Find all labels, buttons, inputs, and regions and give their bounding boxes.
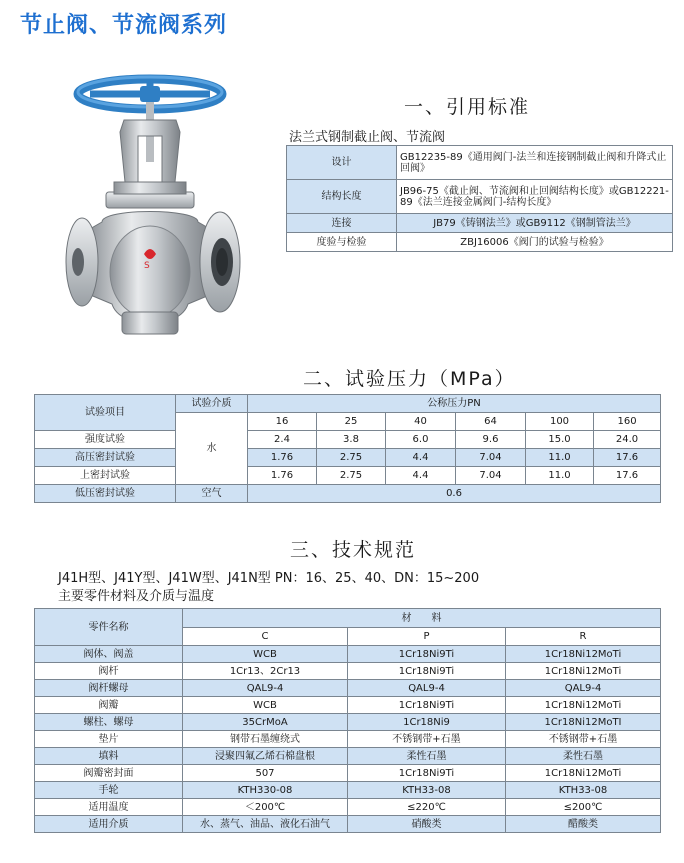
table-row — [35, 431, 661, 449]
part-name: 螺柱、螺母 — [35, 714, 183, 731]
standards-label: 度验与检验 — [287, 233, 397, 252]
material-r: 1Cr18Ni12MoTi — [506, 663, 661, 680]
pressure-value: 24.0 — [594, 431, 661, 449]
section1-subtitle: 法兰式钢制截止阀、节流阀 — [289, 130, 446, 145]
material-c: 1Cr13、2Cr13 — [183, 663, 348, 680]
pressure-value: 9.6 — [456, 431, 526, 449]
material-c: WCB — [183, 697, 348, 714]
material-r: 1Cr18Ni12MoTi — [506, 697, 661, 714]
page-title: 节止阀、节流阀系列 — [20, 13, 228, 38]
material-p: 不锈钢带+石墨 — [348, 731, 506, 748]
table-row — [35, 663, 661, 680]
col-material-header: 材 料 — [183, 609, 661, 628]
pressure-value: 11.0 — [526, 467, 594, 485]
material-r: 1Cr18Ni12MoTi — [506, 646, 661, 663]
test-name: 强度试验 — [35, 431, 176, 449]
pn-header: 40 — [386, 413, 456, 431]
materials-table — [34, 608, 661, 833]
pressure-value: 11.0 — [526, 449, 594, 467]
pressure-value: 2.4 — [248, 431, 317, 449]
col-item-header: 试验项目 — [35, 395, 176, 431]
material-r: 1Cr18Ni12MoTi — [506, 765, 661, 782]
table-row — [35, 782, 661, 799]
pressure-value: 17.6 — [594, 449, 661, 467]
material-p: KTH33-08 — [348, 782, 506, 799]
material-r: KTH33-08 — [506, 782, 661, 799]
standards-label: 连接 — [287, 214, 397, 233]
part-name: 手轮 — [35, 782, 183, 799]
part-name: 阀瓣 — [35, 697, 183, 714]
section2-title: 二、试验压力（MPa） — [303, 368, 516, 390]
section1-title: 一、引用标准 — [404, 96, 531, 118]
material-p: 1Cr18Ni9Ti — [348, 663, 506, 680]
table-row — [287, 146, 673, 180]
standards-table — [286, 145, 673, 252]
standards-value: JB79《铸钢法兰》或GB9112《钢制管法兰》 — [397, 214, 673, 233]
table-row — [35, 449, 661, 467]
material-p: QAL9-4 — [348, 680, 506, 697]
part-name: 阀杆螺母 — [35, 680, 183, 697]
table-row — [35, 646, 661, 663]
material-col-header: C — [183, 628, 348, 646]
part-name: 适用介质 — [35, 816, 183, 833]
standards-label: 结构长度 — [287, 180, 397, 214]
part-name: 适用温度 — [35, 799, 183, 816]
pn-header: 64 — [456, 413, 526, 431]
material-c: KTH330-08 — [183, 782, 348, 799]
standards-value: ZBJ16006《阀门的试验与检验》 — [397, 233, 673, 252]
table-row — [35, 680, 661, 697]
material-p: 硝酸类 — [348, 816, 506, 833]
standards-value: GB12235-89《通用阀门-法兰和连接钢制截止阀和升降式止回阀》 — [397, 146, 673, 180]
pn-header: 100 — [526, 413, 594, 431]
material-r: ≤200℃ — [506, 799, 661, 816]
pressure-value: 2.75 — [317, 467, 386, 485]
test-name: 上密封试验 — [35, 467, 176, 485]
pressure-table — [34, 394, 661, 503]
pressure-value: 7.04 — [456, 467, 526, 485]
table-row — [35, 799, 661, 816]
section3-line1: J41H型、J41Y型、J41W型、J41N型 PN：16、25、40、DN：15~200 — [58, 571, 480, 586]
pressure-value: 4.4 — [386, 467, 456, 485]
material-r: 1Cr18Ni12MoTI — [506, 714, 661, 731]
table-row — [35, 395, 661, 413]
material-col-header: P — [348, 628, 506, 646]
table-row — [35, 816, 661, 833]
col-pn-header: 公称压力PN — [248, 395, 661, 413]
table-row — [35, 748, 661, 765]
pressure-value: 0.6 — [248, 485, 661, 503]
pressure-value: 17.6 — [594, 467, 661, 485]
part-name: 填料 — [35, 748, 183, 765]
part-name: 阀杆 — [35, 663, 183, 680]
material-r: QAL9-4 — [506, 680, 661, 697]
pressure-value: 6.0 — [386, 431, 456, 449]
pressure-value: 1.76 — [248, 467, 317, 485]
table-row — [35, 714, 661, 731]
material-p: ≤220℃ — [348, 799, 506, 816]
svg-text:S: S — [144, 261, 150, 271]
table-row — [35, 609, 661, 628]
pn-header: 160 — [594, 413, 661, 431]
pressure-value: 4.4 — [386, 449, 456, 467]
test-name: 高压密封试验 — [35, 449, 176, 467]
pressure-value: 2.75 — [317, 449, 386, 467]
medium-air: 空气 — [176, 485, 248, 503]
material-c: 35CrMoA — [183, 714, 348, 731]
pressure-value: 7.04 — [456, 449, 526, 467]
table-row — [287, 233, 673, 252]
pn-header: 25 — [317, 413, 386, 431]
material-p: 1Cr18Ni9 — [348, 714, 506, 731]
standards-label: 设计 — [287, 146, 397, 180]
material-p: 1Cr18Ni9Ti — [348, 646, 506, 663]
standards-value: JB96-75《截止阀、节流阀和止回阀结构长度》或GB12221-89《法兰连接金属阀门-结构长度》 — [397, 180, 673, 214]
section3-line2: 主要零件材料及介质与温度 — [58, 589, 215, 604]
valve-image — [62, 72, 262, 342]
material-c: 浸聚四氟乙烯石棉盘根 — [183, 748, 348, 765]
table-row — [287, 214, 673, 233]
table-row — [35, 485, 661, 503]
material-c: QAL9-4 — [183, 680, 348, 697]
table-row — [35, 697, 661, 714]
table-row — [287, 180, 673, 214]
material-r: 醋酸类 — [506, 816, 661, 833]
part-name: 阀瓣密封面 — [35, 765, 183, 782]
part-name: 阀体、阀盖 — [35, 646, 183, 663]
col-medium-header: 试验介质 — [176, 395, 248, 413]
material-p: 1Cr18Ni9Ti — [348, 765, 506, 782]
pressure-value: 1.76 — [248, 449, 317, 467]
table-row — [35, 731, 661, 748]
material-r: 不锈钢带+石墨 — [506, 731, 661, 748]
table-row — [35, 765, 661, 782]
material-c: ＜200℃ — [183, 799, 348, 816]
material-c: 水、蒸气、油品、液化石油气 — [183, 816, 348, 833]
material-r: 柔性石墨 — [506, 748, 661, 765]
test-name: 低压密封试验 — [35, 485, 176, 503]
material-c: 钢带石墨缠绕式 — [183, 731, 348, 748]
material-c: WCB — [183, 646, 348, 663]
col-part-header: 零件名称 — [35, 609, 183, 646]
part-name: 垫片 — [35, 731, 183, 748]
table-row — [35, 467, 661, 485]
pressure-value: 15.0 — [526, 431, 594, 449]
pn-header: 16 — [248, 413, 317, 431]
section3-title: 三、技术规范 — [290, 539, 417, 561]
material-p: 柔性石墨 — [348, 748, 506, 765]
material-p: 1Cr18Ni9Ti — [348, 697, 506, 714]
material-c: 507 — [183, 765, 348, 782]
pressure-value: 3.8 — [317, 431, 386, 449]
medium-water: 水 — [176, 413, 248, 485]
material-col-header: R — [506, 628, 661, 646]
